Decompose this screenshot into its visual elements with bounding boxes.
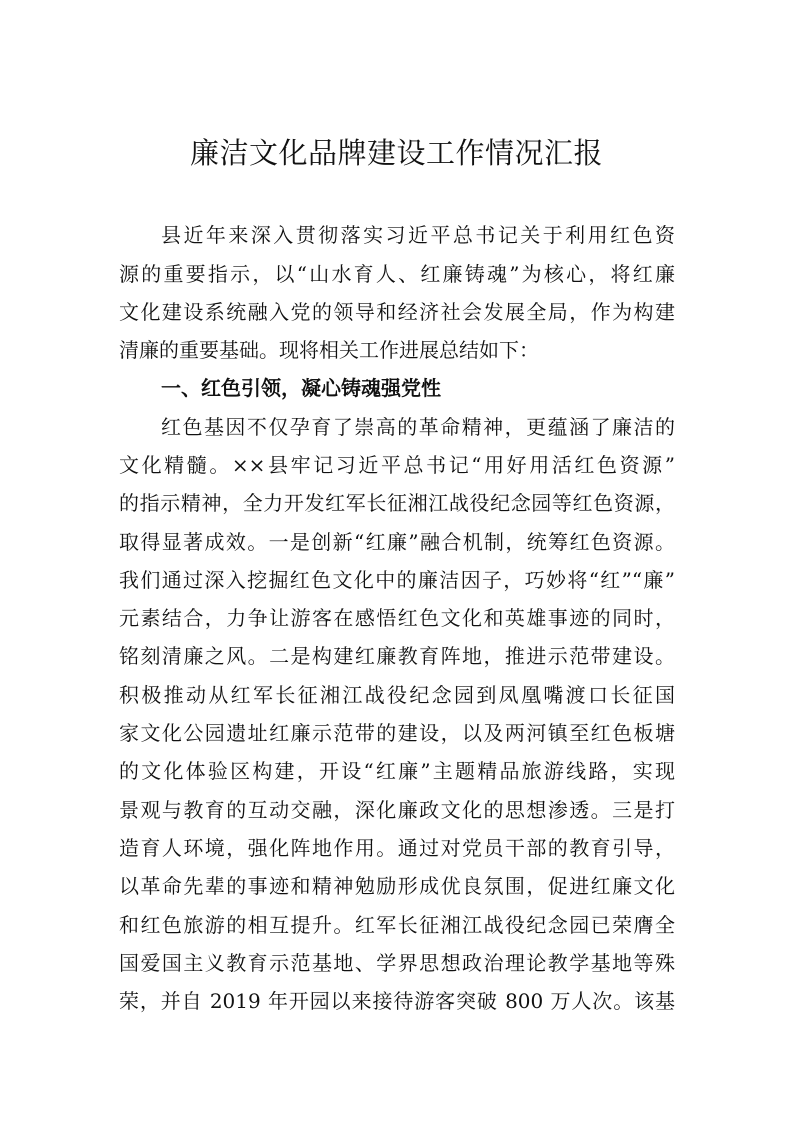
paragraph-line: 景观与教育的互动交融，深化廉政文化的思想渗透。三是打 — [119, 798, 675, 822]
paragraph-line: 和红色旅游的相互提升。红军长征湘江战役纪念园已荣膺全 — [119, 913, 675, 937]
paragraph-line: 积极推动从红军长征湘江战役纪念园到凤凰嘴渡口长征国 — [119, 683, 675, 707]
document-title: 廉洁文化品牌建设工作情况汇报 — [189, 136, 603, 170]
paragraph-line: 文化精髓。××县牢记习近平总书记“用好用活红色资源” — [119, 453, 675, 477]
paragraph-line: 县近年来深入贯彻落实习近平总书记关于利用红色资 — [161, 223, 675, 247]
paragraph-line: 荣，并自 2019 年开园以来接待游客突破 800 万人次。该基 — [119, 989, 675, 1013]
paragraph-line: 的指示精神，全力开发红军长征湘江战役纪念园等红色资源， — [119, 491, 675, 515]
paragraph-line: 的文化体验区构建，开设“红廉”主题精品旅游线路，实现 — [119, 759, 675, 783]
paragraph-line: 我们通过深入挖掘红色文化中的廉洁因子，巧妙将“红”“廉” — [119, 568, 675, 592]
paragraph-line: 铭刻清廉之风。二是构建红廉教育阵地，推进示范带建设。 — [119, 644, 675, 668]
paragraph-line: 红色基因不仅孕育了崇高的革命精神，更蕴涵了廉洁的 — [161, 415, 675, 439]
paragraph-line: 元素结合，力争让游客在感悟红色文化和英雄事迹的同时， — [119, 606, 675, 630]
paragraph-line: 取得显著成效。一是创新“红廉”融合机制，统筹红色资源。 — [119, 530, 675, 554]
paragraph-line: 国爱国主义教育示范基地、学界思想政治理论教学基地等殊 — [119, 951, 675, 975]
paragraph-line: 家文化公园遗址红廉示范带的建设，以及两河镇至红色板塘 — [119, 721, 675, 745]
section-heading: 一、红色引领，凝心铸魂强党性 — [161, 376, 441, 400]
paragraph-line: 文化建设系统融入党的领导和经济社会发展全局，作为构建 — [119, 300, 675, 324]
paragraph-line: 源的重要指示，以“山水育人、红廉铸魂”为核心，将红廉 — [119, 262, 675, 286]
paragraph-line: 造育人环境，强化阵地作用。通过对党员干部的教育引导， — [119, 836, 675, 860]
paragraph-line: 清廉的重要基础。现将相关工作进展总结如下： — [119, 338, 539, 362]
paragraph-line: 以革命先辈的事迹和精神勉励形成优良氛围，促进红廉文化 — [119, 874, 675, 898]
